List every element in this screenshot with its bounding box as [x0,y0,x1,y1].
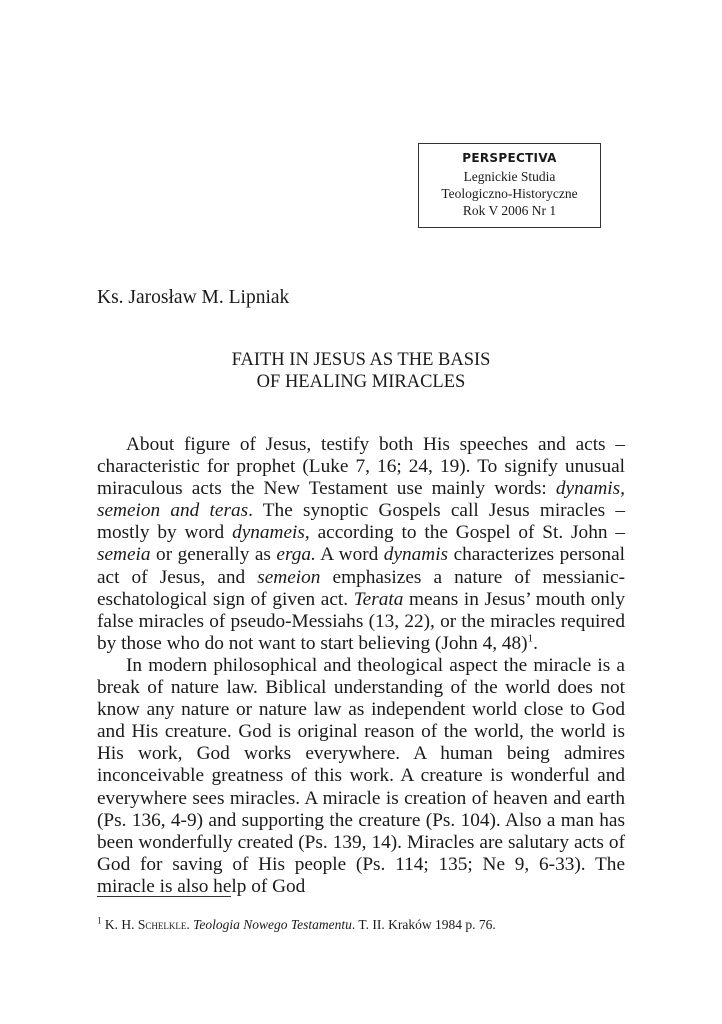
body-paragraph [97,434,625,655]
text-run: . [533,632,538,654]
text-run: . The synoptic Gospels call Jesus miracles – mostly by word [97,500,625,544]
author-surname: Schelkle [137,917,187,932]
journal-subtitle-line2: Teologiczno-Historyczne [441,186,578,201]
italic-term: dynameis [232,522,305,544]
text-run: K. H. [101,917,138,932]
footnote-text [102,917,496,932]
text-run: In modern philosophical and theological aspect the miracle is a break of nature law. Biblical understanding of the world does not know any nature or nature law as independent world close to God and His creature. God is original reason of the world, the world is His work, God works everywhere. A human being admires inconceivable greatness of this work. A creature is wonderful and everywhere sees miracles. A miracle is creation of heaven and earth (Ps. 136, 4-9) and supporting the creature (Ps. 104). Also a man has been wonderfully created (Ps. 139, 14). Miracles are salutary acts of God for saving of His people (Ps. 114; 135; Ne 9, 6-33). The miracle is also help of God [97,654,625,897]
author-name: Ks. Jarosław M. Lipniak [97,287,290,308]
text-run: A word [315,544,384,566]
text-run: emphasizes a nature of messianic-eschatological sign of given act. [97,566,625,610]
title-line-2: OF HEALING MIRACLES [256,372,466,392]
footnote-reference: 1 [527,632,534,645]
footnote [97,916,625,933]
title-line-1: FAITH IN JESUS AS THE BASIS [231,350,491,370]
italic-term: Terata [353,588,404,610]
text-run: or generally as [150,544,277,566]
italic-term: semeion [257,566,321,588]
text-run: means in Jesus’ mouth only false miracles of pseudo-Messiahs (13, 22), or the miracles required by those who do not want to start believing (John 4, 48) [97,588,625,654]
italic-term: dynamis, semeion and teras [97,478,625,522]
text-run: . [186,917,194,932]
journal-issue: Rok V 2006 Nr 1 [462,203,557,218]
article-body [97,434,625,898]
journal-name: PERSPECTIVA [462,151,557,165]
italic-term: erga. [276,544,316,566]
text-run: About figure of Jesus, testify both His speeches and acts – characteristic for prophet (Luke 7, 16; 24, 19). To signify unusual miraculous acts the New Testament use mainly words: [97,434,625,500]
body-paragraph [97,655,625,898]
italic-term: semeia [97,544,151,566]
journal-subtitle-line1: Legnickie Studia [463,169,556,184]
italic-term: Teologia Nowego Testamentu [193,917,352,932]
text-run: . T. II. Kraków 1984 p. 76. [351,917,496,932]
footnote-marker: 1 [97,915,102,926]
article-title [97,349,625,393]
text-run: , according to the Gospel of St. John – [304,522,625,544]
journal-header-box [418,143,601,228]
text-run: characterizes personal act of Jesus, and [97,544,625,588]
italic-term: dynamis [383,544,449,566]
footnote-divider [97,896,231,897]
